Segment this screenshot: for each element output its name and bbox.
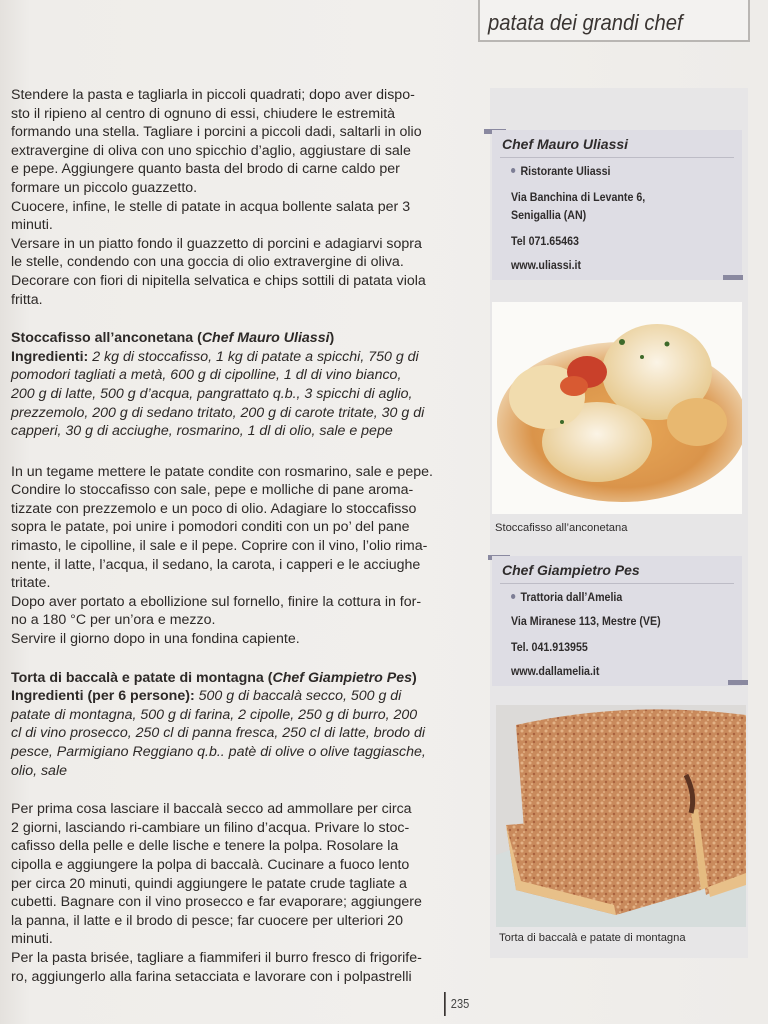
chef-info-box-pes <box>492 556 742 686</box>
text-line: formare un piccolo guazzetto. <box>11 179 198 196</box>
ingredients: Ingredienti: 2 kg di stoccafisso, 1 kg di patate a spicchi, 750 g di <box>11 348 419 365</box>
text-line: minuti. <box>11 217 53 234</box>
text-line: In un tegame mettere le patate condite con rosmarino, sale e pepe. <box>11 463 433 480</box>
text-line: cubetti. Bagnare con il vino prosecco e far evaporare; aggiungere <box>11 894 422 911</box>
text-line: sopra le patate, poi unire i pomodori conditi con un po’ del pane <box>11 519 410 536</box>
ingredients: Ingredienti (per 6 persone): 500 g di baccalà secco, 500 g di <box>11 688 402 705</box>
photo-caption: Torta di baccalà e patate di montagna <box>499 932 686 944</box>
dish-illustration <box>492 302 742 514</box>
ingredients-label: Ingredienti (per 6 persone): <box>11 688 195 705</box>
text-line: pesce, Parmigiano Reggiano q.b.. patè di olive o olive taggiasche, <box>11 744 426 760</box>
text-line: rimasto, le cipolline, il sale e il pepe. Coprire con il vino, l’olio rima- <box>11 538 428 555</box>
tart-illustration <box>496 705 746 927</box>
text-line: sto il ripieno al centro di ognuno di essi, chiudere le estremità <box>11 105 396 122</box>
website: www.uliassi.it <box>511 258 582 272</box>
text-line: nente, il latte, l’acqua, il sedano, la carota, i capperi e le acciughe <box>11 556 421 573</box>
chef-info-box-uliassi <box>492 130 742 280</box>
text-line: pomodori tagliati a metà, 600 g di cipolline, 1 dl di vino bianco, <box>11 367 402 384</box>
text-line: Dopo aver portato a ebollizione sul fornello, finire la cottura in for- <box>11 593 422 610</box>
photo-stoccafisso <box>492 302 742 514</box>
text-line: no a 180 °C per un’ora e mezzo. <box>11 612 216 629</box>
page-header-title: patata dei grandi chef <box>488 10 683 35</box>
divider <box>500 157 734 158</box>
recipe-torta-baccala <box>11 669 441 987</box>
website: www.dallamelia.it <box>511 664 600 678</box>
section-marker <box>723 275 743 280</box>
ingredients-label: Ingredienti: <box>11 348 89 365</box>
text-line: cafisso della pelle e delle lische e tenere la polpa. Rosolare la <box>11 838 399 855</box>
recipe-chef: Chef Mauro Uliassi <box>201 330 330 347</box>
text-line: Condire lo stoccafisso con sale, pepe e molliche di pane aroma- <box>11 482 414 499</box>
recipe-title: Stoccafisso all’anconetana (Chef Mauro Uliassi) <box>11 330 335 347</box>
restaurant-name: Trattoria dall’Amelia <box>511 590 622 604</box>
text-line: Per la pasta brisée, tagliare a fiammiferi il burro fresco di frigorife- <box>11 949 422 966</box>
photo-torta-baccala <box>496 705 746 927</box>
text-line: 2 giorni, lasciando ri-cambiare un filino d’acqua. Privare lo stoc- <box>11 819 410 836</box>
bullet-icon <box>511 594 515 599</box>
text-line: olio, sale <box>11 762 67 779</box>
text-line: ro, aggiungerlo alla farina setacciata e lavorare con i polpastrelli <box>11 968 412 985</box>
text-line: patate di montagna, 500 g di farina, 2 cipolle, 250 g di burro, 200 <box>11 706 418 723</box>
text-line: cipolla e aggiungere la polpa di baccalà. Cucinare a fuoco lento <box>11 856 410 873</box>
text-line: le stelle, condendo con una goccia di olio extravergine di oliva. <box>11 254 404 271</box>
text-line: minuti. <box>11 931 53 948</box>
text-line: tritate. <box>11 575 51 592</box>
text-line: 200 g di latte, 500 g d’acqua, pangrattato q.b., 3 spicchi di aglio, <box>11 385 413 402</box>
recipe-stoccafisso <box>11 329 441 649</box>
text-line: Versare in un piatto fondo il guazzetto di porcini e adagiarvi sopra <box>11 235 422 252</box>
text-line: formando una stella. Tagliare i porcini a piccoli dadi, saltarli in olio <box>11 124 422 141</box>
text-line: extravergine di oliva con uno spicchio d’aglio, aggiustare di sale <box>11 142 411 159</box>
text-line: per circa 20 minuti, quindi aggiungere le patate crude tagliate a <box>11 875 407 892</box>
chef-name: Chef Mauro Uliassi <box>502 136 629 152</box>
recipe-title: Torta di baccalà e patate di montagna (Chef Giampietro Pes) <box>11 669 417 686</box>
text-line: prezzemolo, 200 g di sedano tritato, 200 g di carote tritate, 30 g di <box>11 404 425 421</box>
text-line: e pepe. Aggiungere quanto basta del brodo di carne caldo per <box>11 161 400 178</box>
text-line: Decorare con fiori di nipitella selvatica e chips sottili di patata viola <box>11 272 426 289</box>
text-line: fritta. <box>11 291 43 308</box>
recipe-chef: Chef Giampietro Pes <box>272 669 413 686</box>
city: Senigallia (AN) <box>511 208 587 222</box>
main-text-column <box>11 86 441 986</box>
text-line: Per prima cosa lasciare il baccalà secco ad ammollare per circa <box>11 801 412 818</box>
phone: Tel. 041.913955 <box>511 640 588 654</box>
photo-caption: Stoccafisso all’anconetana <box>495 522 628 534</box>
text-line: Servire il giorno dopo in una fondina capiente. <box>11 631 300 648</box>
text-line: la panna, il latte e il brodo di pesce; far cuocere per ulteriori 20 <box>11 912 403 929</box>
restaurant-name: Ristorante Uliassi <box>511 164 610 178</box>
divider <box>500 583 734 584</box>
text-line: cl di vino prosecco, 250 cl di panna fresca, 250 cl di latte, brodo di <box>11 725 426 742</box>
address: Via Banchina di Levante 6, <box>511 190 646 204</box>
intro-paragraph <box>11 86 441 309</box>
text-line: tizzate con prezzemolo e un poco di olio. Adagiare lo stoccafisso <box>11 500 417 517</box>
phone: Tel 071.65463 <box>511 234 579 248</box>
text-line: capperi, 30 g di acciughe, rosmarino, 1 dl di olio, sale e pepe <box>11 423 393 440</box>
page-number: 235 <box>444 992 469 1016</box>
bullet-icon <box>511 168 515 173</box>
section-marker <box>728 680 748 685</box>
chef-name: Chef Giampietro Pes <box>502 562 640 578</box>
address: Via Miranese 113, Mestre (VE) <box>511 614 661 628</box>
text-line: Stendere la pasta e tagliarla in piccoli quadrati; dopo aver dispo- <box>11 87 415 103</box>
text-line: Cuocere, infine, le stelle di patate in acqua bollente salata per 3 <box>11 198 411 215</box>
